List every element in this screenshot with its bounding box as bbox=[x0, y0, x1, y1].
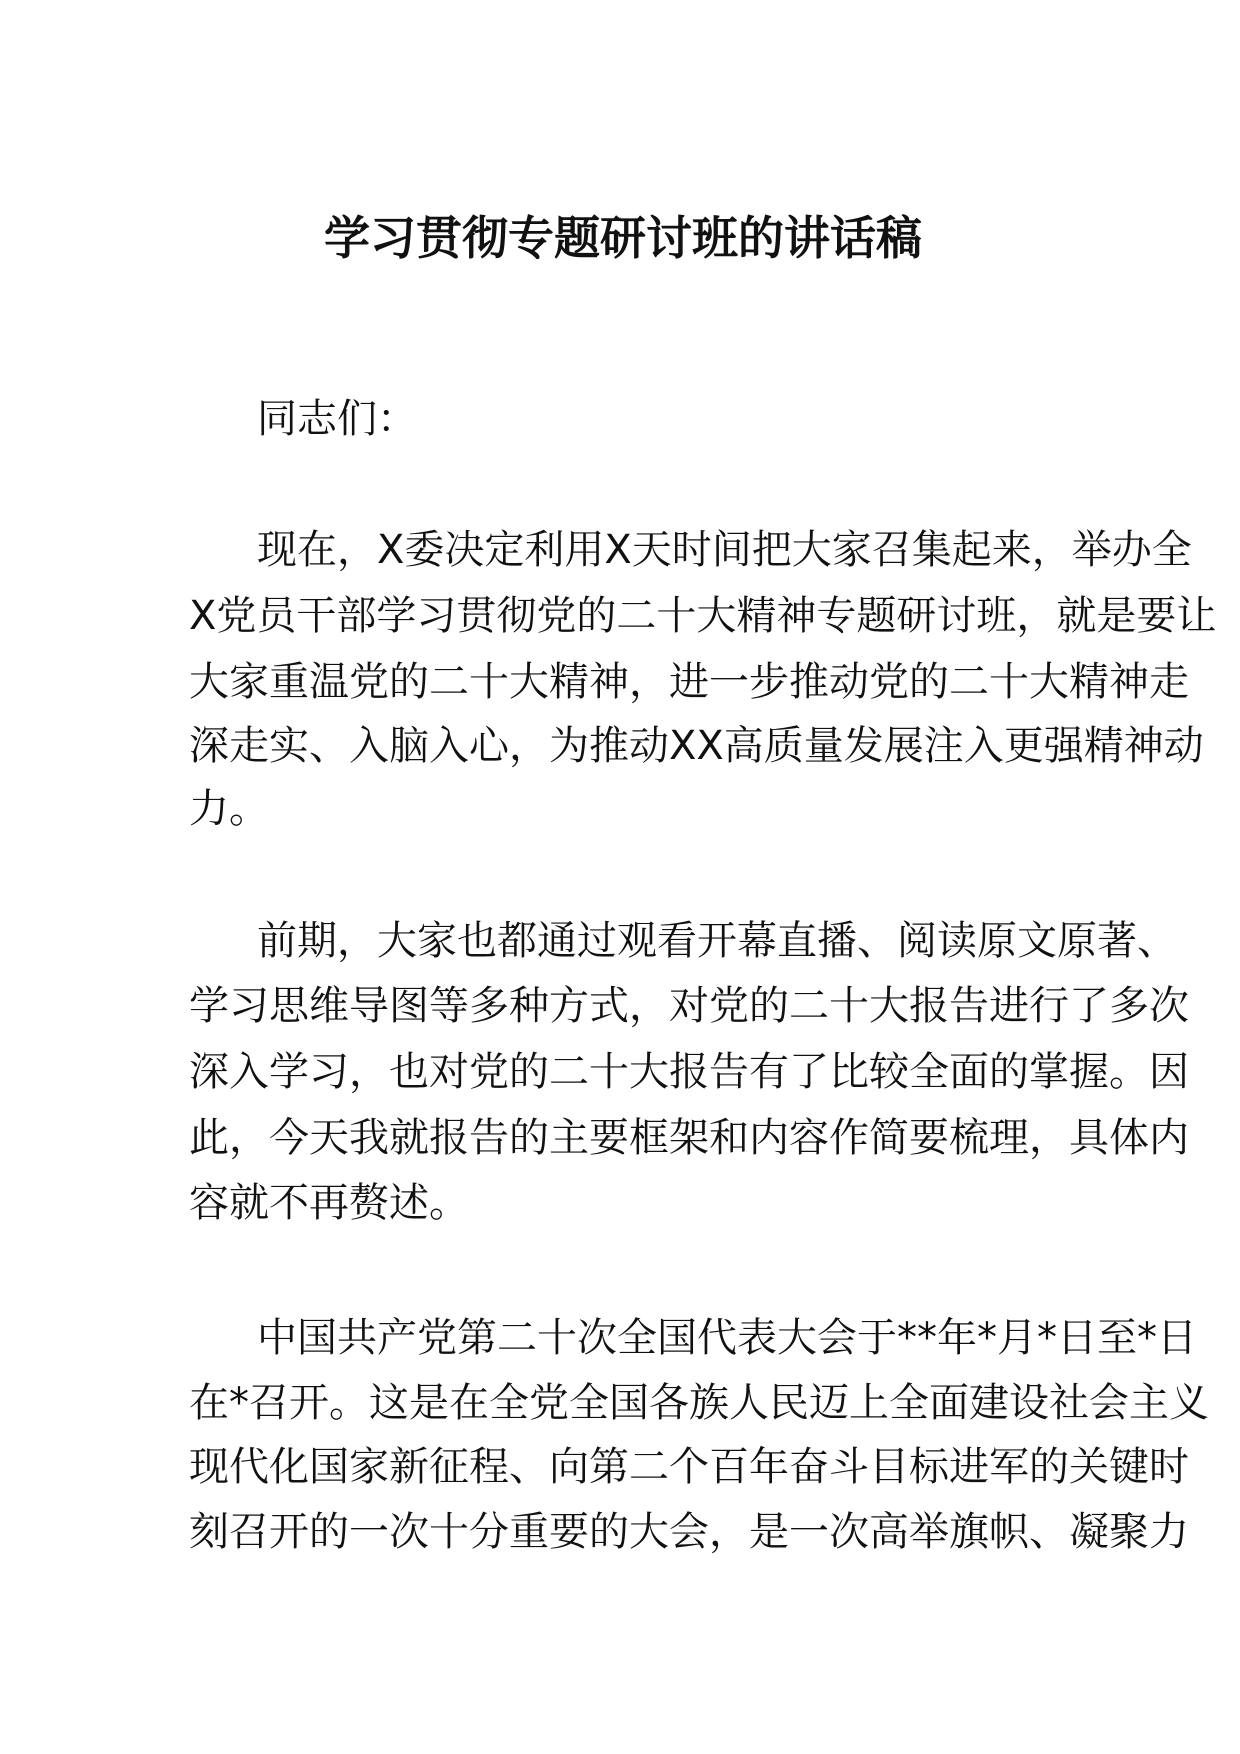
salutation: 同志们： bbox=[257, 396, 417, 442]
paragraph-line: 现代化国家新征程、向第二个百年奋斗目标进军的关键时 bbox=[189, 1444, 1189, 1490]
paragraph-line: 前期，大家也都通过观看开幕直播、阅读原文原著、 bbox=[257, 918, 1177, 964]
paragraph-line: 在*召开。这是在全党全国各族人民迈上全面建设社会主义 bbox=[189, 1380, 1209, 1426]
paragraph-line: 刻召开的一次十分重要的大会，是一次高举旗帜、凝聚力 bbox=[189, 1509, 1189, 1555]
document-title: 学习贯彻专题研讨班的讲话稿 bbox=[324, 211, 922, 265]
paragraph-line: 现在，X委决定利用X天时间把大家召集起来，举办全 bbox=[257, 527, 1192, 573]
paragraph-line: 深入学习，也对党的二十大报告有了比较全面的掌握。因 bbox=[189, 1049, 1189, 1095]
paragraph-line: 学习思维导图等多种方式，对党的二十大报告进行了多次 bbox=[189, 983, 1189, 1029]
paragraph-line: 中国共产党第二十次全国代表大会于**年*月*日至*日 bbox=[257, 1315, 1197, 1361]
paragraph-line: 此，今天我就报告的主要框架和内容作简要梳理，具体内 bbox=[189, 1115, 1189, 1161]
paragraph-line: 深走实、入脑入心，为推动XX高质量发展注入更强精神动 bbox=[189, 723, 1204, 769]
paragraph-line: 力。 bbox=[189, 786, 269, 832]
paragraph-line: 容就不再赘述。 bbox=[189, 1180, 469, 1226]
paragraph-line: X党员干部学习贯彻党的二十大精神专题研讨班，就是要让 bbox=[189, 593, 1217, 639]
paragraph-line: 大家重温党的二十大精神，进一步推动党的二十大精神走 bbox=[189, 659, 1189, 705]
